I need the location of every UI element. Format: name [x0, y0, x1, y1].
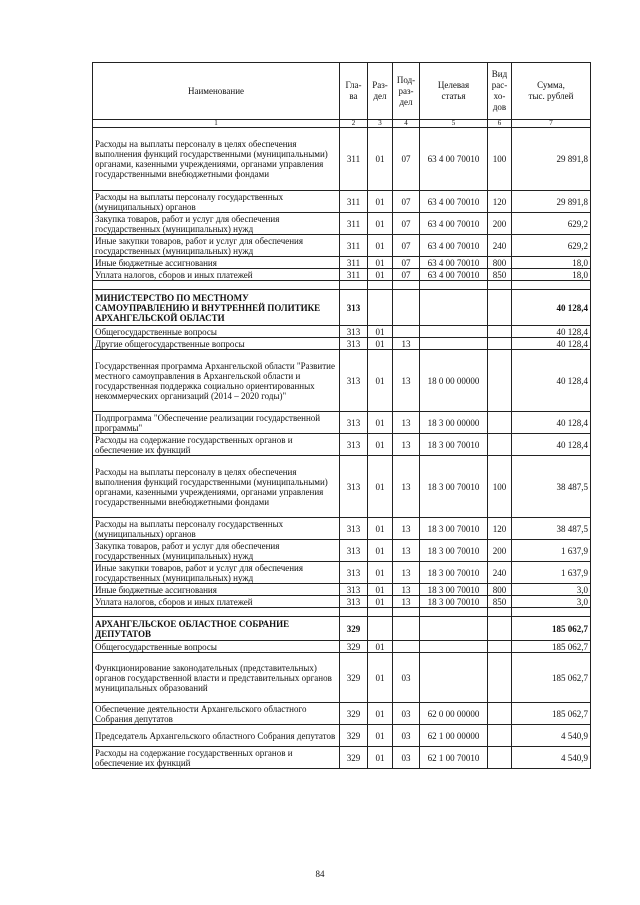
header-tselevaya: Целевая статья: [420, 63, 488, 120]
header-summa: Сумма, тыс. рублей: [512, 63, 591, 120]
cell-razdel: 01: [368, 584, 393, 596]
cell-tselevaya: 62 1 00 70010: [420, 747, 488, 769]
table-row: [93, 653, 591, 703]
cell-name: Закупка товаров, работ и услуг для обеспечения государственных (муниципальных) нужд: [93, 540, 340, 562]
cell-name: Уплата налогов, сборов и иных платежей: [93, 269, 340, 281]
cell-vid: 800: [488, 584, 512, 596]
cell-podrazdel: [393, 290, 420, 326]
empty-cell: [393, 608, 420, 617]
cell-razdel: [368, 290, 393, 326]
empty-cell: [512, 281, 591, 290]
cell-vid: 100: [488, 456, 512, 518]
cell-tselevaya: [420, 617, 488, 641]
col-number: 6: [488, 120, 512, 128]
cell-name: Расходы на выплаты персоналу в целях обеспечения выполнения функций государственными (муниципальными) органами, казенными учреждениями, органами управления государственными внебюджетными фондами: [93, 128, 340, 191]
table-row: [93, 434, 591, 456]
cell-glava: 311: [340, 213, 368, 235]
table-row: [93, 235, 591, 257]
cell-name: Расходы на выплаты персоналу в целях обеспечения выполнения функций государственными (муниципальными) органами, казенными учреждениями, органами управления государственными внебюджетными фондами: [93, 456, 340, 518]
table-row: [93, 617, 591, 641]
cell-name: Расходы на выплаты персоналу государственных (муниципальных) органов: [93, 191, 340, 213]
cell-summa: 38 487,5: [512, 456, 591, 518]
cell-glava: 311: [340, 257, 368, 269]
cell-summa: 40 128,4: [512, 412, 591, 434]
cell-razdel: 01: [368, 191, 393, 213]
cell-tselevaya: 63 4 00 70010: [420, 257, 488, 269]
cell-name: Расходы на содержание государственных органов и обеспечение их функций: [93, 747, 340, 769]
cell-vid: [488, 747, 512, 769]
cell-razdel: 01: [368, 540, 393, 562]
cell-podrazdel: 07: [393, 257, 420, 269]
cell-vid: [488, 703, 512, 725]
table-row: [93, 725, 591, 747]
cell-podrazdel: 03: [393, 653, 420, 703]
col-number: 5: [420, 120, 488, 128]
cell-name: МИНИСТЕРСТВО ПО МЕСТНОМУ САМОУПРАВЛЕНИЮ И ВНУТРЕННЕЙ ПОЛИТИКЕ АРХАНГЕЛЬСКОЙ ОБЛАСТИ: [93, 290, 340, 326]
cell-podrazdel: 13: [393, 562, 420, 584]
cell-name: Подпрограмма "Обеспечение реализации государственной программы": [93, 412, 340, 434]
cell-glava: 329: [340, 747, 368, 769]
table-row: [93, 540, 591, 562]
cell-glava: 311: [340, 128, 368, 191]
table-row: [93, 257, 591, 269]
cell-razdel: 01: [368, 326, 393, 338]
cell-glava: 313: [340, 456, 368, 518]
table-row: [93, 412, 591, 434]
cell-glava: 329: [340, 703, 368, 725]
page-number: 84: [315, 869, 325, 879]
cell-name: Расходы на содержание государственных органов и обеспечение их функций: [93, 434, 340, 456]
cell-summa: 185 062,7: [512, 703, 591, 725]
cell-summa: 40 128,4: [512, 434, 591, 456]
table-row: [93, 562, 591, 584]
cell-tselevaya: 18 0 00 00000: [420, 350, 488, 412]
cell-summa: 40 128,4: [512, 326, 591, 338]
table-row: [93, 747, 591, 769]
empty-cell: [93, 608, 340, 617]
table-row: [93, 326, 591, 338]
cell-podrazdel: [393, 641, 420, 653]
empty-cell: [488, 608, 512, 617]
spacer-row: [93, 608, 591, 617]
col-number: 4: [393, 120, 420, 128]
cell-tselevaya: 18 3 00 70010: [420, 540, 488, 562]
cell-vid: [488, 641, 512, 653]
header-glava: Гла- ва: [340, 63, 368, 120]
cell-podrazdel: 13: [393, 596, 420, 608]
cell-vid: [488, 653, 512, 703]
cell-razdel: 01: [368, 518, 393, 540]
cell-vid: [488, 338, 512, 350]
cell-razdel: 01: [368, 434, 393, 456]
empty-cell: [340, 281, 368, 290]
cell-glava: 313: [340, 338, 368, 350]
cell-razdel: 01: [368, 703, 393, 725]
header-name: Наименование: [93, 63, 340, 120]
cell-name: Общегосударственные вопросы: [93, 326, 340, 338]
cell-tselevaya: [420, 326, 488, 338]
cell-name: Общегосударственные вопросы: [93, 641, 340, 653]
cell-podrazdel: 13: [393, 518, 420, 540]
table-row: [93, 518, 591, 540]
cell-podrazdel: 13: [393, 434, 420, 456]
cell-podrazdel: 03: [393, 725, 420, 747]
cell-vid: 200: [488, 540, 512, 562]
cell-glava: 311: [340, 191, 368, 213]
cell-vid: 800: [488, 257, 512, 269]
cell-tselevaya: 63 4 00 70010: [420, 128, 488, 191]
cell-vid: 200: [488, 213, 512, 235]
cell-name: Государственная программа Архангельской области "Развитие местного самоуправления в Архангельской области и государственная поддержка социально ориентированных некоммерческих организаций (2014 – 2020 годы)": [93, 350, 340, 412]
cell-glava: 329: [340, 653, 368, 703]
spacer-row: [93, 281, 591, 290]
cell-tselevaya: 62 1 00 00000: [420, 725, 488, 747]
cell-vid: [488, 434, 512, 456]
cell-glava: 313: [340, 596, 368, 608]
cell-vid: [488, 412, 512, 434]
cell-podrazdel: 03: [393, 747, 420, 769]
cell-vid: [488, 617, 512, 641]
cell-podrazdel: 13: [393, 584, 420, 596]
column-number-row: [93, 120, 591, 128]
cell-name: Другие общегосударственные вопросы: [93, 338, 340, 350]
cell-glava: 329: [340, 725, 368, 747]
cell-glava: 329: [340, 641, 368, 653]
table-row: [93, 350, 591, 412]
cell-summa: 1 637,9: [512, 540, 591, 562]
header-podrazdel: Под- раз- дел: [393, 63, 420, 120]
cell-tselevaya: 63 4 00 70010: [420, 269, 488, 281]
cell-vid: [488, 290, 512, 326]
cell-podrazdel: 13: [393, 338, 420, 350]
col-number: 2: [340, 120, 368, 128]
empty-cell: [488, 281, 512, 290]
cell-summa: 3,0: [512, 596, 591, 608]
cell-razdel: 01: [368, 338, 393, 350]
cell-tselevaya: [420, 641, 488, 653]
cell-tselevaya: 18 3 00 70010: [420, 456, 488, 518]
cell-summa: 1 637,9: [512, 562, 591, 584]
cell-podrazdel: 13: [393, 412, 420, 434]
cell-name: Иные бюджетные ассигнования: [93, 257, 340, 269]
cell-name: Председатель Архангельского областного Собрания депутатов: [93, 725, 340, 747]
cell-glava: 311: [340, 235, 368, 257]
cell-vid: 850: [488, 269, 512, 281]
cell-glava: 313: [340, 434, 368, 456]
cell-name: Иные закупки товаров, работ и услуг для обеспечения государственных (муниципальных) нужд: [93, 235, 340, 257]
cell-podrazdel: [393, 326, 420, 338]
table-row: [93, 596, 591, 608]
cell-summa: 29 891,8: [512, 191, 591, 213]
cell-summa: 185 062,7: [512, 617, 591, 641]
cell-razdel: 01: [368, 747, 393, 769]
table-row: [93, 191, 591, 213]
empty-cell: [93, 281, 340, 290]
cell-name: Уплата налогов, сборов и иных платежей: [93, 596, 340, 608]
cell-glava: 313: [340, 584, 368, 596]
cell-vid: [488, 725, 512, 747]
cell-summa: 40 128,4: [512, 338, 591, 350]
cell-tselevaya: 18 3 00 70010: [420, 584, 488, 596]
cell-vid: 240: [488, 562, 512, 584]
header-razdel: Раз- дел: [368, 63, 393, 120]
cell-razdel: 01: [368, 456, 393, 518]
cell-name: Функционирование законодательных (представительных) органов государственной власти и представительных органов муниципальных образований: [93, 653, 340, 703]
cell-razdel: 01: [368, 412, 393, 434]
cell-glava: 313: [340, 350, 368, 412]
cell-glava: 313: [340, 326, 368, 338]
cell-summa: 4 540,9: [512, 747, 591, 769]
cell-vid: 240: [488, 235, 512, 257]
cell-razdel: 01: [368, 269, 393, 281]
cell-summa: 629,2: [512, 213, 591, 235]
cell-tselevaya: 18 3 00 70010: [420, 518, 488, 540]
cell-summa: 4 540,9: [512, 725, 591, 747]
budget-table: [92, 62, 591, 769]
cell-summa: 18,0: [512, 269, 591, 281]
cell-summa: 3,0: [512, 584, 591, 596]
cell-razdel: 01: [368, 641, 393, 653]
cell-razdel: 01: [368, 257, 393, 269]
table-header-row: [93, 63, 591, 120]
cell-podrazdel: 07: [393, 235, 420, 257]
empty-cell: [368, 608, 393, 617]
table-row: [93, 290, 591, 326]
cell-razdel: 01: [368, 213, 393, 235]
table-row: [93, 703, 591, 725]
table-row: [93, 641, 591, 653]
cell-glava: 313: [340, 412, 368, 434]
cell-summa: 40 128,4: [512, 350, 591, 412]
cell-razdel: 01: [368, 235, 393, 257]
col-number: 3: [368, 120, 393, 128]
cell-tselevaya: 18 3 00 70010: [420, 596, 488, 608]
cell-summa: 40 128,4: [512, 290, 591, 326]
cell-vid: 120: [488, 518, 512, 540]
cell-summa: 29 891,8: [512, 128, 591, 191]
cell-name: Иные закупки товаров, работ и услуг для обеспечения государственных (муниципальных) нужд: [93, 562, 340, 584]
table-row: [93, 213, 591, 235]
cell-razdel: 01: [368, 128, 393, 191]
cell-glava: 329: [340, 617, 368, 641]
cell-vid: 100: [488, 128, 512, 191]
cell-summa: 629,2: [512, 235, 591, 257]
table-row: [93, 456, 591, 518]
cell-glava: 313: [340, 290, 368, 326]
col-number: 7: [512, 120, 591, 128]
table-row: [93, 269, 591, 281]
cell-tselevaya: 62 0 00 00000: [420, 703, 488, 725]
cell-tselevaya: [420, 653, 488, 703]
empty-cell: [420, 281, 488, 290]
cell-podrazdel: [393, 617, 420, 641]
cell-tselevaya: 63 4 00 70010: [420, 235, 488, 257]
cell-podrazdel: 13: [393, 540, 420, 562]
cell-glava: 313: [340, 518, 368, 540]
cell-tselevaya: 18 3 00 00000: [420, 412, 488, 434]
cell-podrazdel: 07: [393, 269, 420, 281]
cell-tselevaya: [420, 290, 488, 326]
empty-cell: [340, 608, 368, 617]
table-row: [93, 338, 591, 350]
cell-name: Иные бюджетные ассигнования: [93, 584, 340, 596]
empty-cell: [420, 608, 488, 617]
cell-vid: [488, 350, 512, 412]
table-body: [93, 128, 591, 769]
col-number: 1: [93, 120, 340, 128]
cell-vid: [488, 326, 512, 338]
cell-tselevaya: 18 3 00 70010: [420, 434, 488, 456]
cell-summa: 38 487,5: [512, 518, 591, 540]
cell-razdel: 01: [368, 596, 393, 608]
cell-razdel: 01: [368, 562, 393, 584]
cell-podrazdel: 07: [393, 128, 420, 191]
cell-razdel: 01: [368, 653, 393, 703]
header-vid: Вид рас- хо- дов: [488, 63, 512, 120]
cell-razdel: 01: [368, 725, 393, 747]
cell-glava: 313: [340, 562, 368, 584]
cell-razdel: 01: [368, 350, 393, 412]
cell-name: Закупка товаров, работ и услуг для обеспечения государственных (муниципальных) нужд: [93, 213, 340, 235]
cell-vid: 850: [488, 596, 512, 608]
cell-tselevaya: 63 4 00 70010: [420, 213, 488, 235]
cell-tselevaya: 63 4 00 70010: [420, 191, 488, 213]
cell-podrazdel: 13: [393, 350, 420, 412]
document-page: [92, 62, 590, 769]
cell-podrazdel: 07: [393, 213, 420, 235]
cell-razdel: [368, 617, 393, 641]
cell-vid: 120: [488, 191, 512, 213]
table-row: [93, 584, 591, 596]
cell-tselevaya: 18 3 00 70010: [420, 562, 488, 584]
cell-podrazdel: 07: [393, 191, 420, 213]
cell-tselevaya: [420, 338, 488, 350]
cell-glava: 311: [340, 269, 368, 281]
empty-cell: [368, 281, 393, 290]
empty-cell: [393, 281, 420, 290]
cell-podrazdel: 13: [393, 456, 420, 518]
cell-name: Расходы на выплаты персоналу государственных (муниципальных) органов: [93, 518, 340, 540]
cell-name: Обеспечение деятельности Архангельского областного Собрания депутатов: [93, 703, 340, 725]
empty-cell: [512, 608, 591, 617]
cell-summa: 185 062,7: [512, 641, 591, 653]
cell-podrazdel: 03: [393, 703, 420, 725]
cell-glava: 313: [340, 540, 368, 562]
cell-name: АРХАНГЕЛЬСКОЕ ОБЛАСТНОЕ СОБРАНИЕ ДЕПУТАТОВ: [93, 617, 340, 641]
table-row: [93, 128, 591, 191]
cell-summa: 18,0: [512, 257, 591, 269]
cell-summa: 185 062,7: [512, 653, 591, 703]
